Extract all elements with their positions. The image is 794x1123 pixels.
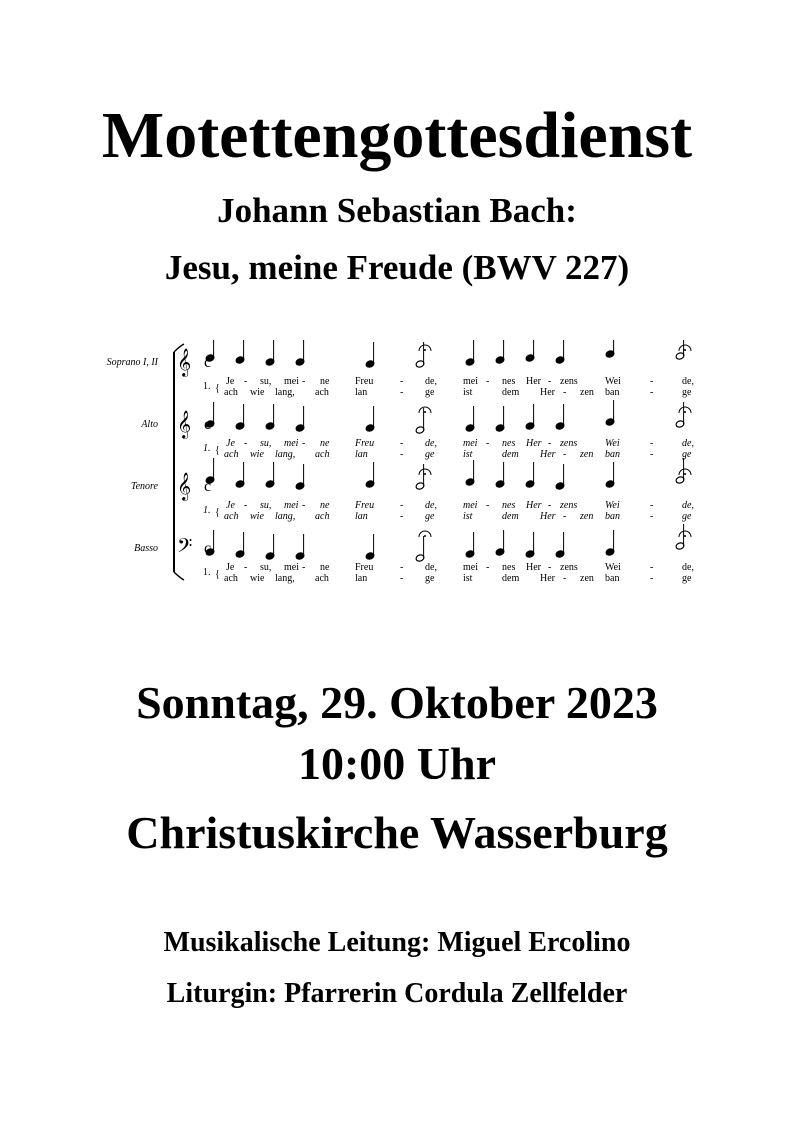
lyric-syllable: - (486, 500, 490, 511)
lyric-syllable: nes (502, 376, 516, 387)
lyric-syllable: - (400, 387, 404, 398)
verse-number: 1. (203, 381, 211, 392)
lyric-syllable: Je (226, 562, 235, 573)
treble-clef: 𝄞 (177, 412, 192, 438)
lyric-syllable: wie (250, 511, 264, 522)
lyric-syllable: ge (425, 511, 435, 522)
lyric-syllable: ist (463, 573, 473, 584)
lyric-syllable: - (400, 438, 404, 449)
lyric-syllable: lang, (275, 573, 295, 584)
voice-name: Basso (134, 543, 158, 554)
lyric-syllable: mei (284, 376, 299, 387)
lyric-syllable: ge (682, 511, 692, 522)
lyric-syllable: - (548, 376, 552, 387)
lyric-syllable: - (302, 438, 306, 449)
lyric-syllable: ne (320, 500, 330, 511)
lyric-syllable: su, (260, 562, 272, 573)
lyric-syllable: - (244, 562, 248, 573)
voice-name: Soprano I, II (106, 357, 158, 368)
lyric-syllable: Freu (355, 562, 374, 573)
lyric-syllable: ach (224, 573, 238, 584)
lyric-syllable: ach (315, 511, 330, 522)
lyric-syllable: - (650, 438, 654, 449)
lyric-syllable: - (650, 573, 654, 584)
lyric-syllable: ach (315, 387, 329, 398)
lyric-syllable: lan (355, 449, 368, 460)
treble-clef: 𝄞 (177, 474, 192, 500)
fermata-dot (424, 349, 426, 351)
lyric-syllable: Her (526, 376, 541, 387)
lyric-syllable: ne (320, 376, 330, 387)
lyric-syllable: - (548, 562, 552, 573)
event-time: 10:00 Uhr (297, 738, 497, 789)
lyric-syllable: ban (605, 387, 620, 398)
lyric-syllable: zen (580, 449, 594, 460)
lyric-syllable: wie (250, 387, 265, 398)
lyric-syllable: ban (605, 573, 620, 584)
fermata-dot (424, 473, 426, 475)
lyric-syllable: ach (224, 387, 238, 398)
lyric-syllable: ist (463, 387, 473, 398)
lyric-syllable: - (400, 573, 404, 584)
lyric-syllable: lan (355, 511, 368, 522)
lyric-syllable: Wei (605, 438, 620, 449)
brace: { (215, 569, 220, 580)
lyric-syllable: dem (502, 449, 519, 460)
lyric-syllable: mei (284, 438, 299, 449)
musical-director: Musikalische Leitung: Miguel Ercolino (163, 927, 631, 958)
lyric-syllable: Freu (355, 438, 375, 449)
lyric-syllable: - (400, 376, 404, 387)
lyric-syllable: mei (284, 562, 299, 573)
lyric-syllable: ge (682, 387, 692, 398)
lyric-syllable: de, (682, 438, 694, 449)
lyric-syllable: wie (250, 449, 264, 460)
time-signature: c (204, 540, 212, 557)
lyric-syllable: - (302, 376, 306, 387)
work-line: Jesu, meine Freude (BWV 227) (164, 248, 630, 287)
lyric-syllable: ge (682, 573, 692, 584)
event-venue: Christuskirche Wasserburg (126, 807, 668, 858)
lyric-syllable: zens (560, 438, 578, 449)
lyric-syllable: mei (463, 376, 478, 387)
sheet-music-excerpt (70, 340, 730, 605)
lyric-syllable: mei (463, 562, 478, 573)
lyric-syllable: su, (260, 500, 272, 511)
lyric-syllable: lang, (275, 449, 296, 460)
lyric-syllable: lang, (275, 511, 296, 522)
lyric-syllable: nes (502, 562, 516, 573)
lyric-syllable: de, (682, 562, 694, 573)
fermata-dot (424, 411, 426, 413)
lyric-syllable: Wei (605, 500, 620, 511)
lyric-syllable: dem (502, 387, 520, 398)
lyric-syllable: - (650, 500, 654, 511)
lyric-syllable: - (486, 376, 490, 387)
lyric-syllable: lan (355, 573, 368, 584)
lyric-syllable: Wei (605, 562, 621, 573)
lyric-syllable: wie (250, 573, 265, 584)
lyric-syllable: - (302, 562, 306, 573)
lyric-syllable: - (400, 449, 404, 460)
lyric-syllable: - (400, 511, 404, 522)
voice-name: Tenore (130, 481, 158, 492)
fermata-dot (684, 349, 686, 351)
lyric-syllable: ach (315, 449, 330, 460)
lyric-syllable: Freu (355, 500, 375, 511)
lyric-syllable: su, (260, 376, 272, 387)
lyric-syllable: ge (425, 387, 435, 398)
lyric-syllable: zens (560, 376, 578, 387)
lyric-syllable: ist (463, 449, 473, 460)
brace: { (215, 507, 220, 518)
event-date: Sonntag, 29. Oktober 2023 (136, 677, 658, 728)
lyric-syllable: ge (425, 573, 435, 584)
lyric-syllable: - (563, 449, 567, 460)
lyric-syllable: nes (502, 438, 516, 449)
lyric-syllable: ach (315, 573, 329, 584)
lyric-syllable: ne (320, 562, 330, 573)
lyric-syllable: ach (224, 511, 239, 522)
lyric-syllable: - (548, 500, 552, 511)
time-signature: c (204, 354, 212, 371)
verse-number: 1. (203, 443, 211, 454)
brace: { (215, 445, 220, 456)
lyric-syllable: mei (463, 438, 478, 449)
lyric-syllable: - (650, 449, 654, 460)
lyric-syllable: - (400, 500, 404, 511)
lyric-syllable: Je (226, 438, 235, 449)
lyric-syllable: ne (320, 438, 330, 449)
lyric-syllable: - (486, 562, 490, 573)
lyric-syllable: - (244, 376, 248, 387)
lyric-syllable: Freu (355, 376, 374, 387)
lyric-syllable: de, (425, 438, 437, 449)
lyric-syllable: Her (540, 387, 555, 398)
lyric-syllable: lang, (275, 387, 295, 398)
lyric-syllable: - (563, 387, 567, 398)
lyric-syllable: - (548, 438, 552, 449)
verse-number: 1. (203, 567, 211, 578)
lyric-syllable: zen (580, 573, 594, 584)
lyric-syllable: ban (605, 449, 620, 460)
time-signature: c (204, 416, 212, 433)
lyric-syllable: de, (425, 562, 437, 573)
brace: { (215, 383, 220, 394)
lyric-syllable: - (650, 511, 654, 522)
lyric-syllable: - (400, 562, 404, 573)
time-signature: c (204, 478, 212, 495)
lyric-syllable: de, (425, 376, 437, 387)
lyric-syllable: - (563, 511, 567, 522)
lyric-syllable: nes (502, 500, 516, 511)
lyric-syllable: - (244, 500, 248, 511)
lyric-syllable: de, (682, 376, 694, 387)
lyric-syllable: Her (540, 573, 555, 584)
lyric-syllable: zens (560, 500, 578, 511)
lyric-syllable: mei (463, 500, 478, 511)
lyric-syllable: ach (224, 449, 239, 460)
lyric-syllable: - (486, 438, 490, 449)
lyric-syllable: Her (540, 449, 556, 460)
lyric-syllable: Her (526, 500, 542, 511)
lyric-syllable: zen (580, 387, 594, 398)
lyric-syllable: zens (560, 562, 578, 573)
lyric-syllable: ban (605, 511, 620, 522)
lyric-syllable: de, (425, 500, 437, 511)
composer-line: Johann Sebastian Bach: (217, 191, 577, 230)
fermata-dot (684, 473, 686, 475)
lyric-syllable: zen (580, 511, 594, 522)
lyric-syllable: su, (260, 438, 272, 449)
liturgist: Liturgin: Pfarrerin Cordula Zellfelder (166, 978, 628, 1009)
lyric-syllable: Je (226, 376, 235, 387)
lyric-syllable: Her (526, 562, 541, 573)
bass-clef: 𝄢 (177, 536, 193, 562)
lyric-syllable: - (244, 438, 248, 449)
lyric-syllable: ist (463, 511, 473, 522)
voice-name: Alto (141, 419, 158, 430)
lyric-syllable: mei (284, 500, 299, 511)
lyric-syllable: - (302, 500, 306, 511)
lyric-syllable: lan (355, 387, 368, 398)
lyric-syllable: Wei (605, 376, 621, 387)
lyric-syllable: - (650, 387, 654, 398)
lyric-syllable: Her (526, 438, 542, 449)
lyric-syllable: dem (502, 573, 520, 584)
lyric-syllable: Her (540, 511, 556, 522)
lyric-syllable: dem (502, 511, 519, 522)
lyric-syllable: - (563, 573, 567, 584)
lyric-syllable: Je (226, 500, 235, 511)
fermata-dot (424, 535, 426, 537)
lyric-syllable: ge (425, 449, 435, 460)
lyric-syllable: - (650, 376, 654, 387)
lyric-syllable: de, (682, 500, 694, 511)
poster-title: Motettengottesdienst (101, 99, 693, 172)
fermata-dot (684, 411, 686, 413)
treble-clef: 𝄞 (177, 350, 192, 376)
fermata-dot (684, 535, 686, 537)
lyric-syllable: ge (682, 449, 692, 460)
lyric-syllable: - (650, 562, 654, 573)
verse-number: 1. (203, 505, 211, 516)
